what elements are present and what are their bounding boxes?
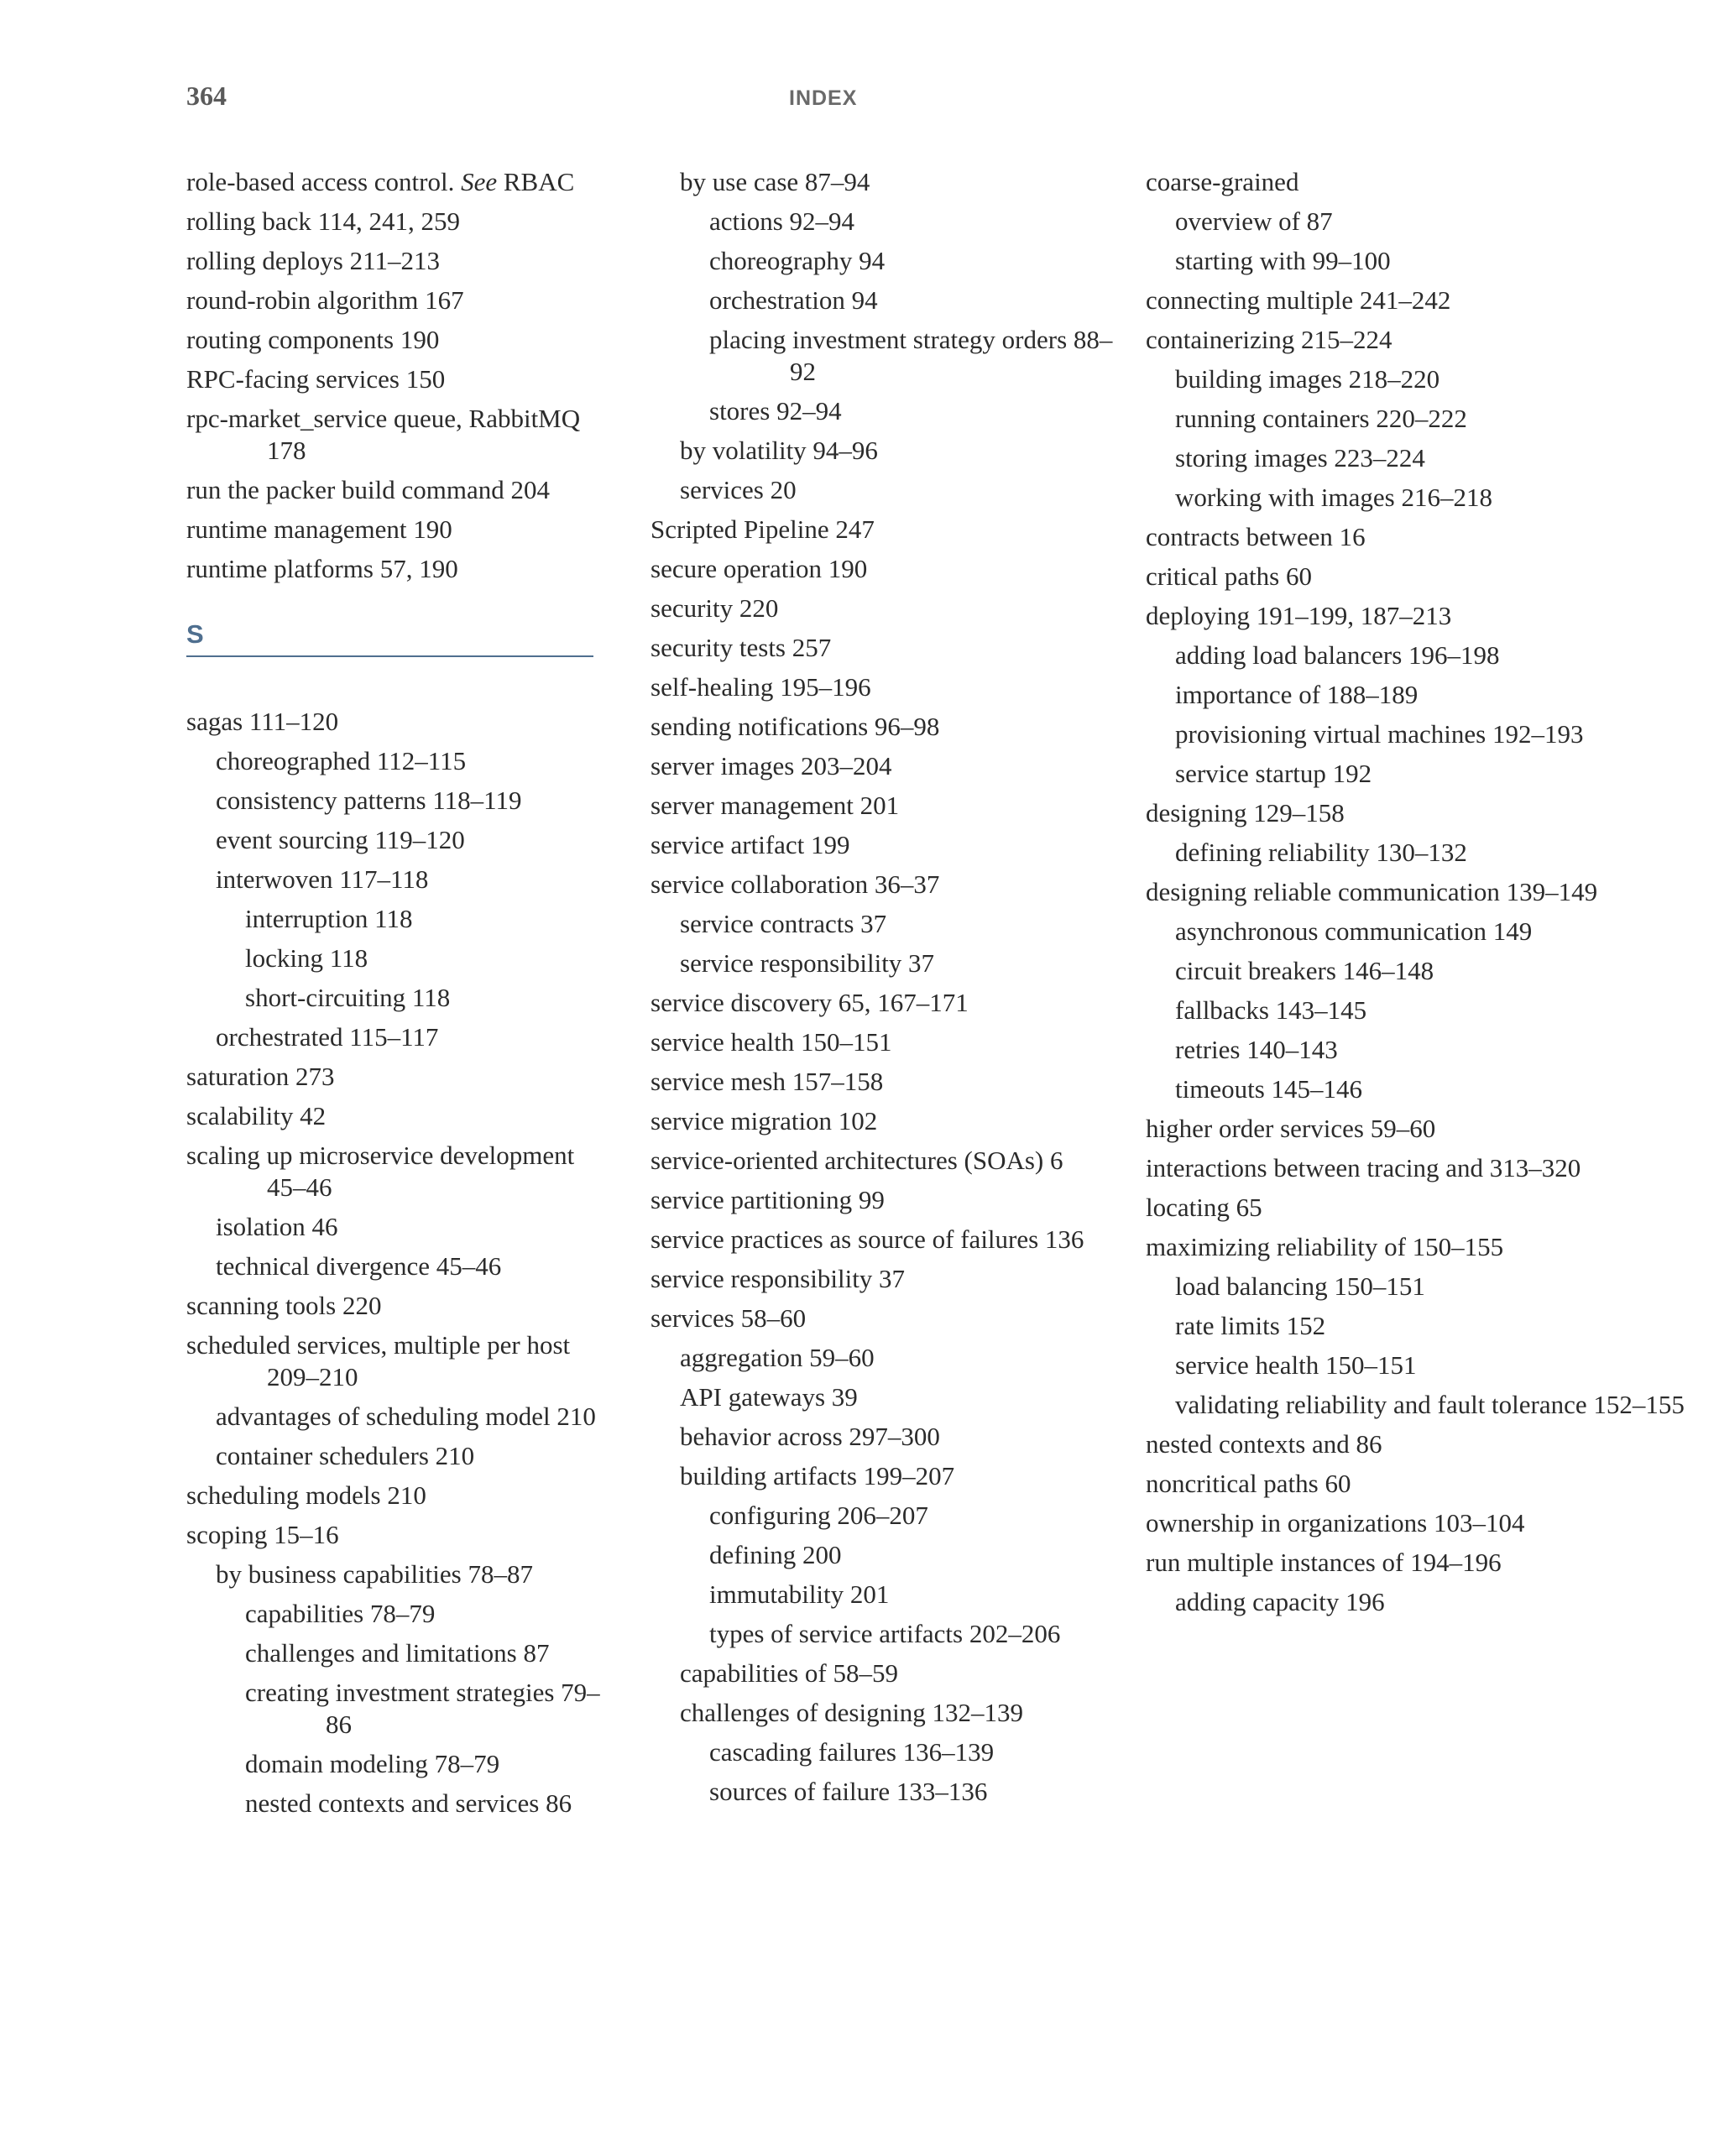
index-entry: technical divergence 45–46 [216, 1251, 502, 1281]
index-entry: interwoven 117–118 [216, 864, 429, 894]
index-entry: capabilities 78–79 [245, 1599, 436, 1628]
index-entry: immutability 201 [709, 1579, 890, 1609]
index-entry: sending notifications 96–98 [651, 712, 940, 741]
index-entry: service startup 192 [1175, 759, 1372, 788]
index-column-1 [186, 166, 610, 1827]
index-entry: run multiple instances of 194–196 [1146, 1548, 1502, 1577]
index-entry: service health 150–151 [1175, 1350, 1417, 1380]
section-heading: S [186, 620, 593, 657]
index-entry: service collaboration 36–37 [651, 869, 940, 899]
index-entry: cascading failures 136–139 [709, 1737, 995, 1767]
index-entry: scaling up microservice development 45–46 [186, 1141, 575, 1202]
index-entry: actions 92–94 [709, 206, 855, 236]
index-entry: runtime management 190 [186, 514, 452, 544]
index-entry: deploying 191–199, 187–213 [1146, 601, 1452, 630]
index-entry: by business capabilities 78–87 [216, 1559, 533, 1589]
index-entry: rolling back 114, 241, 259 [186, 206, 461, 236]
index-entry: provisioning virtual machines 192–193 [1175, 719, 1584, 749]
index-entry: locating 65 [1146, 1193, 1262, 1222]
index-entry: advantages of scheduling model 210 [216, 1402, 596, 1431]
index-entry: event sourcing 119–120 [216, 825, 465, 854]
index-entry: nested contexts and 86 [1146, 1429, 1382, 1459]
index-entry: working with images 216–218 [1175, 483, 1492, 512]
index-entry: orchestration 94 [709, 285, 878, 315]
index-entry: load balancing 150–151 [1175, 1271, 1425, 1301]
index-entry: overview of 87 [1175, 206, 1333, 236]
index-entry: types of service artifacts 202–206 [709, 1619, 1061, 1648]
index-entry: services 58–60 [651, 1303, 807, 1333]
index-entry: configuring 206–207 [709, 1501, 928, 1530]
index-entry: sagas 111–120 [186, 707, 339, 736]
index-entry: containerizing 215–224 [1146, 325, 1392, 354]
index-entry: designing 129–158 [1146, 798, 1345, 827]
index-entry: asynchronous communication 149 [1175, 916, 1533, 946]
index-entry: stores 92–94 [709, 396, 842, 425]
index-entry: service artifact 199 [651, 830, 850, 859]
index-column-3 [1146, 166, 1700, 1626]
index-entry: starting with 99–100 [1175, 246, 1391, 275]
index-entry: capabilities of 58–59 [680, 1658, 898, 1688]
index-entry: fallbacks 143–145 [1175, 995, 1367, 1025]
index-entry: circuit breakers 146–148 [1175, 956, 1434, 985]
index-entry: behavior across 297–300 [680, 1422, 940, 1451]
index-entry: service practices as source of failures 136 [651, 1224, 1084, 1254]
index-entry: nested contexts and services 86 [245, 1788, 572, 1818]
index-entry: defining 200 [709, 1540, 842, 1569]
index-entry: orchestrated 115–117 [216, 1022, 439, 1052]
index-entry: consistency patterns 118–119 [216, 786, 522, 815]
see-reference: See [461, 167, 498, 196]
index-entry: adding capacity 196 [1175, 1587, 1385, 1616]
index-entry: routing components 190 [186, 325, 440, 354]
index-entry: API gateways 39 [680, 1382, 858, 1412]
index-entry [186, 166, 610, 198]
index-entry: aggregation 59–60 [680, 1343, 875, 1372]
index-entry: service contracts 37 [680, 909, 887, 938]
index-column-2 [651, 166, 1116, 1815]
index-entry: validating reliability and fault tolerance 152–155 [1175, 1390, 1685, 1419]
index-entry: coarse-grained [1146, 167, 1299, 196]
index-entry: challenges and limitations 87 [245, 1638, 550, 1668]
index-entry: choreographed 112–115 [216, 746, 467, 775]
index-entry: service partitioning 99 [651, 1185, 885, 1214]
index-entry: domain modeling 78–79 [245, 1749, 500, 1778]
index-entry: round-robin algorithm 167 [186, 285, 464, 315]
index-entry: service responsibility 37 [680, 948, 935, 978]
running-head: INDEX [789, 86, 858, 110]
index-entry: saturation 273 [186, 1062, 335, 1091]
index-entry: RPC-facing services 150 [186, 364, 446, 394]
index-entry: run the packer build command 204 [186, 475, 551, 504]
index-entry: importance of 188–189 [1175, 680, 1419, 709]
page-number: 364 [186, 81, 227, 111]
index-entry: building images 218–220 [1175, 364, 1440, 394]
index-entry: services 20 [680, 475, 797, 504]
index-entry: self-healing 195–196 [651, 672, 871, 702]
see-target: RBAC [497, 167, 575, 196]
index-entry: rolling deploys 211–213 [186, 246, 440, 275]
index-entry: short-circuiting 118 [245, 983, 451, 1012]
index-entry: adding load balancers 196–198 [1175, 640, 1500, 670]
index-entry: service discovery 65, 167–171 [651, 988, 969, 1017]
index-entry-text: role-based access control. [186, 167, 462, 196]
index-entry: rate limits 152 [1175, 1311, 1326, 1340]
index-entry: locking 118 [245, 943, 368, 973]
index-entry: connecting multiple 241–242 [1146, 285, 1451, 315]
index-entry: placing investment strategy orders 88–92 [709, 325, 1113, 386]
index-entry: critical paths 60 [1146, 561, 1312, 591]
index-entry: service mesh 157–158 [651, 1067, 884, 1096]
index-entry: runtime platforms 57, 190 [186, 554, 458, 583]
index-entry: challenges of designing 132–139 [680, 1698, 1023, 1727]
index-entry: creating investment strategies 79–86 [245, 1678, 600, 1739]
index-entry: interactions between tracing and 313–320 [1146, 1153, 1581, 1182]
index-entry: defining reliability 130–132 [1175, 838, 1467, 867]
index-entry: sources of failure 133–136 [709, 1777, 988, 1806]
index-entry: security 220 [651, 593, 779, 623]
index-entry: isolation 46 [216, 1212, 338, 1241]
index-entry: server management 201 [651, 791, 900, 820]
index-entry: designing reliable communication 139–149 [1146, 877, 1598, 906]
index-entry: noncritical paths 60 [1146, 1469, 1351, 1498]
index-entry: retries 140–143 [1175, 1035, 1338, 1064]
index-entry: container schedulers 210 [216, 1441, 475, 1470]
index-entry: scheduled services, multiple per host 209–210 [186, 1330, 571, 1391]
index-entry: Scripted Pipeline 247 [651, 514, 875, 544]
index-entry: scheduling models 210 [186, 1480, 426, 1510]
index-entry: security tests 257 [651, 633, 832, 662]
index-entry: interruption 118 [245, 904, 413, 933]
index-entry: secure operation 190 [651, 554, 868, 583]
index-entry: service migration 102 [651, 1106, 878, 1135]
index-entry: maximizing reliability of 150–155 [1146, 1232, 1504, 1261]
index-entry: rpc-market_service queue, RabbitMQ 178 [186, 404, 581, 465]
index-entry: building artifacts 199–207 [680, 1461, 955, 1490]
index-entry: scoping 15–16 [186, 1520, 339, 1549]
index-entry: higher order services 59–60 [1146, 1114, 1436, 1143]
index-entry: contracts between 16 [1146, 522, 1366, 551]
index-entry: ownership in organizations 103–104 [1146, 1508, 1525, 1537]
index-entry: service responsibility 37 [651, 1264, 906, 1293]
index-entry: scanning tools 220 [186, 1291, 382, 1320]
index-entry: scalability 42 [186, 1101, 327, 1130]
index-entry: choreography 94 [709, 246, 886, 275]
index-entry: service health 150–151 [651, 1027, 892, 1057]
index-entry: service-oriented architectures (SOAs) 6 [651, 1146, 1063, 1175]
index-entry: by volatility 94–96 [680, 436, 878, 465]
index-entry: running containers 220–222 [1175, 404, 1467, 433]
index-entry: storing images 223–224 [1175, 443, 1425, 472]
index-entry: server images 203–204 [651, 751, 892, 780]
index-entry: timeouts 145–146 [1175, 1074, 1363, 1104]
index-entry: by use case 87–94 [680, 167, 870, 196]
